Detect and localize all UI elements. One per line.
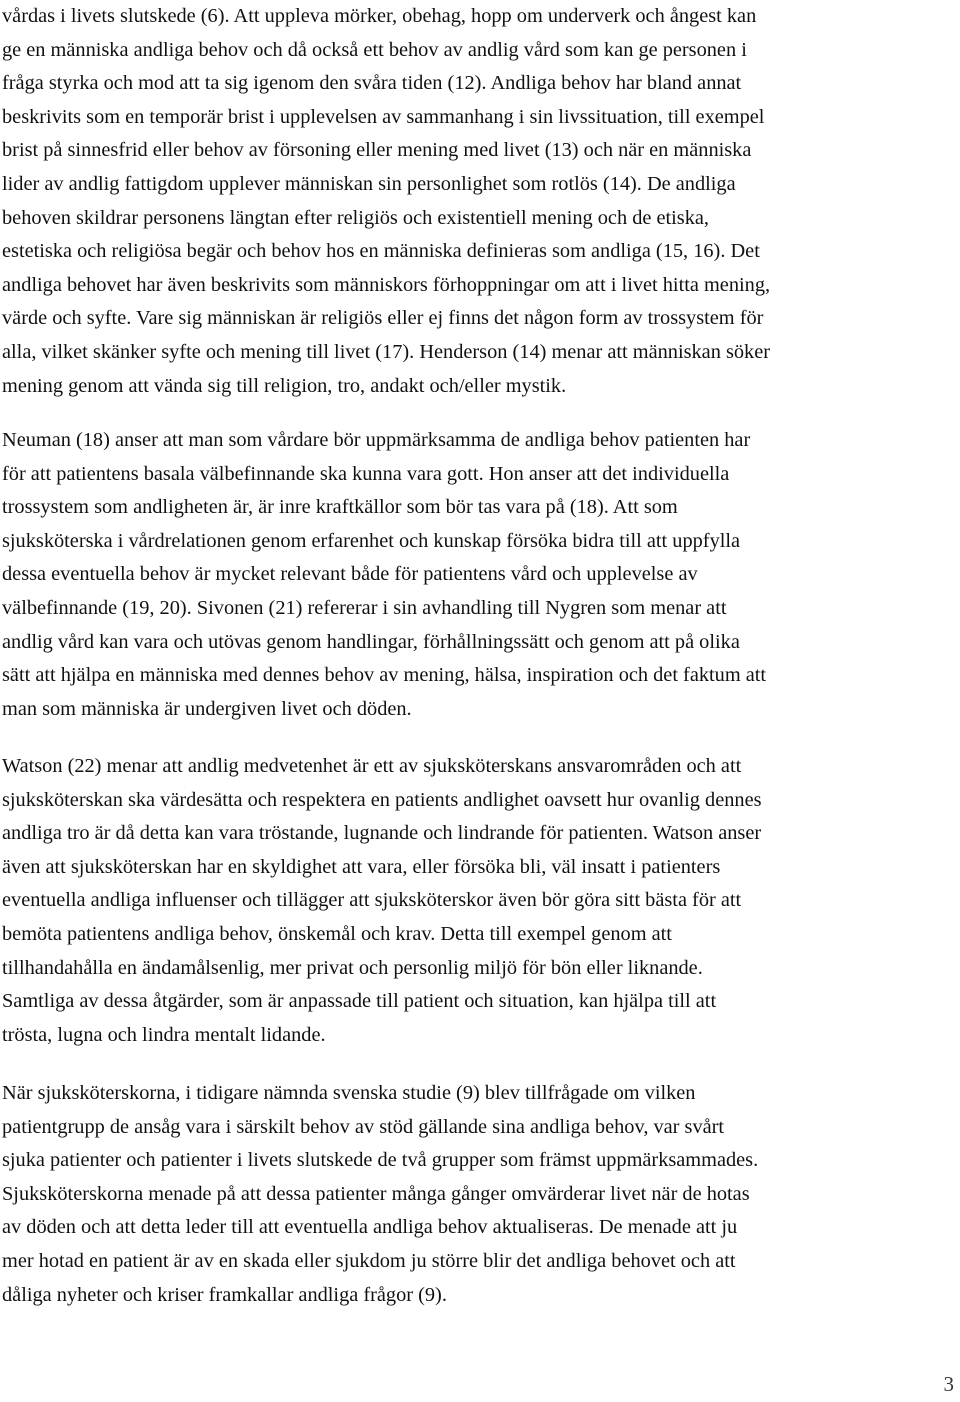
paragraph (2, 1077, 958, 1312)
text-line: Sjuksköterskorna menade på att dessa patienter många gånger omvärderar livet när de hotas (2, 1182, 750, 1205)
text-line: beskrivits som en temporär brist i upplevelsen av sammanhang i sin livssituation, till exempel (2, 105, 765, 128)
text-line: mening genom att vända sig till religion, tro, andakt och/eller mystik. (2, 374, 567, 397)
text-line: När sjuksköterskorna, i tidigare nämnda svenska studie (9) blev tillfrågade om vilken (2, 1082, 696, 1104)
text-line: Neuman (18) anser att man som vårdare bör uppmärksamma de andliga behov patienten har (2, 429, 751, 451)
text-line: trösta, lugna och lindra mentalt lidande. (2, 1023, 326, 1046)
text-line: tillhandahålla en ändamålsenlig, mer privat och personlig miljö för bön eller liknande. (2, 956, 703, 979)
text-line: man som människa är undergiven livet och döden. (2, 697, 412, 720)
paragraph (2, 0, 958, 403)
text-line: sjuka patienter och patienter i livets slutskede de två grupper som främst uppmärksammades. (2, 1149, 759, 1172)
text-line: trossystem som andligheten är, är inre kraftkällor som bör tas vara på (18). Att som (2, 496, 678, 519)
text-line: av döden och att detta leder till att eventuella andliga behov aktualiseras. De menade att ju (2, 1216, 738, 1239)
text-line: välbefinnande (19, 20). Sivonen (21) refererar i sin avhandling till Nygren som menar att (2, 596, 727, 619)
text-line: mer hotad en patient är av en skada eller sjukdom ju större blir det andliga behovet och att (2, 1249, 736, 1272)
text-line: värde och syfte. Vare sig människan är religiös eller ej finns det någon form av trossystem för (2, 307, 764, 330)
text-line: lider av andlig fattigdom upplever människan sin personlighet som rotlös (14). De andliga (2, 172, 736, 195)
text-line: fråga styrka och mod att ta sig igenom den svåra tiden (12). Andliga behov har bland annat (2, 72, 742, 95)
text-line: andlig vård kan vara och utövas genom handlingar, förhållningssätt och genom att på olika (2, 630, 740, 653)
text-line: sjuksköterska i vårdrelationen genom erfarenhet och kunskap försöka bidra till att uppfylla (2, 529, 741, 552)
text-line: ge en människa andliga behov och då också ett behov av andlig vård som kan ge personen i (2, 38, 747, 61)
text-line: alla, vilket skänker syfte och mening till livet (17). Henderson (14) menar att människan söker (2, 340, 771, 363)
paragraph (2, 750, 958, 1052)
text-line: för att patientens basala välbefinnande ska kunna vara gott. Hon anser att det individuella (2, 462, 730, 485)
text-line: andliga behovet har även beskrivits som människors förhoppningar om att i livet hitta mening, (2, 273, 771, 296)
text-line: brist på sinnesfrid eller behov av försoning eller mening med livet (13) och när en människa (2, 139, 752, 162)
text-line: bemöta patientens andliga behov, önskemål och krav. Detta till exempel genom att (2, 922, 672, 945)
text-line: eventuella andliga influenser och tillägger att sjuksköterskor även bör göra sitt bästa för att (2, 889, 742, 912)
text-line: Samtliga av dessa åtgärder, som är anpassade till patient och situation, kan hjälpa till att (2, 990, 717, 1013)
text-line: Watson (22) menar att andlig medvetenhet är ett av sjuksköterskans ansvarområden och att (2, 755, 742, 777)
text-line: dessa eventuella behov är mycket relevant både för patientens vård och upplevelse av (2, 563, 698, 586)
text-line: estetiska och religiösa begär och behov hos en människa definieras som andliga (15, 16). Det (2, 240, 760, 263)
text-line: sjuksköterskan ska värdesätta och respektera en patients andlighet oavsett hur ovanlig dennes (2, 788, 762, 811)
text-line: patientgrupp de ansåg vara i särskilt behov av stöd gällande sina andliga behov, var svårt (2, 1115, 725, 1138)
text-line: behoven skildrar personens längtan efter religiös och existentiell mening och de etiska, (2, 206, 709, 229)
page-number: 3 (943, 1372, 954, 1396)
text-line: andliga tro är då detta kan vara tröstande, lugnande och lindrande för patienten. Watson anser (2, 822, 762, 845)
paragraph (2, 424, 958, 726)
text-line: sätt att hjälpa en människa med dennes behov av mening, hälsa, inspiration och det faktum att (2, 664, 767, 687)
text-line: dåliga nyheter och kriser framkallar andliga frågor (9). (2, 1283, 447, 1306)
text-line: vårdas i livets slutskede (6). Att uppleva mörker, obehag, hopp om underverk och ångest kan (2, 5, 757, 27)
text-line: även att sjuksköterskan har en skyldighet att vara, eller försöka bli, väl insatt i patienters (2, 855, 721, 878)
